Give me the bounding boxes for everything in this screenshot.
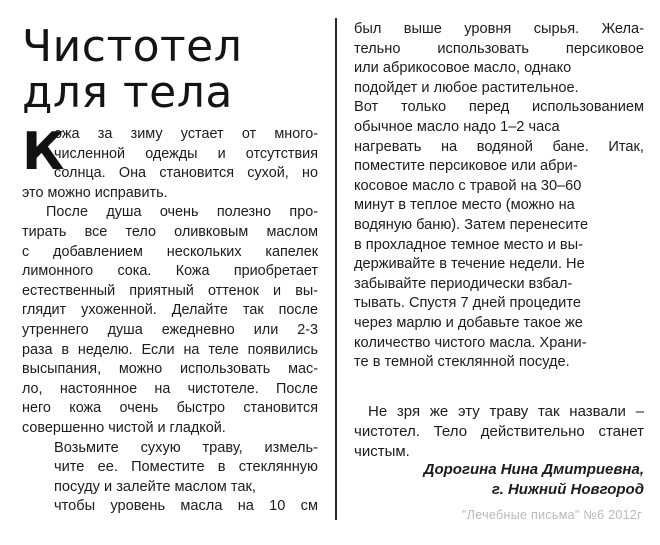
- second-paragraph: [22, 203, 318, 438]
- text-line: минут в теплое место (можно на: [354, 197, 575, 214]
- text-line: тирать все тело оливковым маслом: [22, 223, 318, 240]
- text-line: с добавлением нескольких капелек: [22, 243, 318, 260]
- text-line: После душа очень полезно про-: [46, 204, 318, 221]
- text-line: подойдет и любое растительное.: [354, 79, 579, 96]
- closing-paragraph: [354, 402, 644, 462]
- text-line: поместите персиковое или абри-: [354, 158, 578, 175]
- text-line: глядит ухоженной. Делайте так после: [22, 302, 318, 319]
- source-watermark: "Лечебные письма" №6 2012г: [462, 508, 642, 522]
- text-line: количество чистого масла. Храни-: [354, 334, 587, 351]
- text-line: косовое масло с травой на 30–60: [354, 177, 582, 194]
- text-line: него кожа очень быстро становится: [22, 400, 318, 417]
- title-line: Чистотел: [22, 21, 243, 72]
- text-line: тывать. Спустя 7 дней процедите: [354, 295, 581, 312]
- text-line: численной одежды и отсутствия: [54, 145, 318, 162]
- text-line: Не зря же эту траву так назвали –: [368, 403, 644, 420]
- third-paragraph: [22, 439, 318, 517]
- text-line: естественный приятный оттенок и вы-: [22, 282, 318, 299]
- text-line: забывайте периодически взбал-: [354, 275, 573, 292]
- text-line: чистым.: [354, 443, 410, 460]
- right-column: [354, 20, 644, 373]
- text-line: посуду и залейте маслом так,: [54, 478, 256, 495]
- text-line: солнца. Она становится сухой, но: [54, 165, 318, 182]
- text-line: раза в неделю. Если на теле появились: [22, 341, 318, 358]
- text-line: водяную баню). Затем перенесите: [354, 216, 589, 233]
- text-line: Вот только перед использованием: [354, 99, 644, 116]
- text-line: обычное масло надо 1–2 часа: [354, 118, 560, 135]
- text-line: чтобы уровень масла на 10 см: [54, 498, 318, 515]
- article-title: [22, 21, 243, 118]
- text-line: лимонного сока. Кожа приобретает: [22, 263, 318, 280]
- text-line: держивайте в течение недели. Не: [354, 256, 585, 273]
- text-line: ло, настоянное на чистотеле. После: [22, 380, 318, 397]
- text-line: в прохладное темное место и вы-: [354, 236, 584, 253]
- text-line: те в темной стеклянной посуде.: [354, 354, 570, 371]
- text-line: это можно исправить.: [22, 184, 168, 201]
- text-line: тельно использовать персиковое: [354, 40, 644, 57]
- text-line: или абрикосовое масло, однако: [354, 60, 572, 77]
- left-column: [22, 122, 318, 517]
- author-city: г. Нижний Новгород: [491, 480, 644, 498]
- text-line: чите ее. Поместите в стеклянную: [54, 459, 318, 476]
- text-line: ожа за зиму устает от много-: [54, 126, 318, 142]
- text-line: совершенно чистой и гладкой.: [22, 419, 226, 436]
- text-line: через марлю и добавьте такое же: [354, 314, 583, 331]
- column-divider: [335, 18, 337, 520]
- text-line: Возьмите сухую траву, измель-: [54, 439, 318, 456]
- intro-paragraph: [22, 122, 318, 203]
- text-line: был выше уровня сырья. Жела-: [354, 21, 644, 37]
- drop-cap-letter: К: [22, 122, 65, 182]
- title-line: для тела: [22, 67, 233, 118]
- author-signature: [424, 460, 644, 499]
- text-line: нагревать на водяной бане. Итак,: [354, 138, 644, 155]
- text-line: высыпания, можно использовать мас-: [22, 361, 318, 378]
- text-line: утреннего душа ежедневно или 2-3: [22, 321, 318, 338]
- text-line: чистотел. Тело действительно станет: [354, 423, 644, 440]
- author-name: Дорогина Нина Дмитриевна,: [423, 461, 644, 478]
